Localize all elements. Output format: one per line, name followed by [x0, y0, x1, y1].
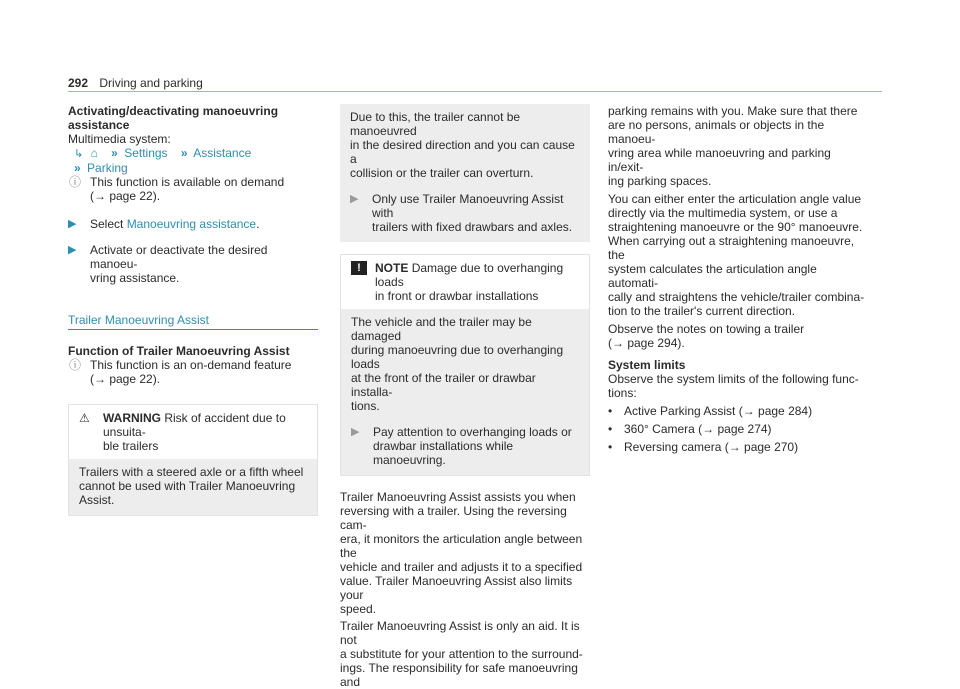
heading-system-limits: System limits [608, 358, 686, 372]
info-page-ref[interactable]: (→ page 22). [90, 189, 161, 203]
step-arrow-icon: ▶ [68, 218, 77, 230]
list-item [608, 422, 868, 436]
list-item-text[interactable]: Reversing camera (→ page 270) [624, 440, 799, 454]
paragraph-line: vehicle and trailer and adjusts it to a specified [340, 560, 583, 574]
info-note [68, 175, 318, 203]
warning-icon: ⚠ [79, 411, 90, 425]
header-divider [68, 91, 882, 92]
paragraph-2 [608, 192, 868, 318]
paragraph-line: value. Trailer Manoeuvring Assist also limits your [340, 574, 573, 602]
limits-intro: Observe the system limits of the following func- [608, 372, 859, 386]
column-3 [608, 104, 868, 454]
paragraph-line: reversing with a trailer. Using the reversing cam- [340, 504, 567, 532]
bullet-icon: • [608, 404, 613, 418]
warning-body-cont [340, 104, 590, 242]
path-parking[interactable]: Parking [87, 161, 128, 175]
warning-title: Risk of accident due to unsuita- [103, 411, 286, 439]
multimedia-label: Multimedia system: [68, 132, 171, 146]
list-item-text[interactable]: 360° Camera (→ page 274) [624, 422, 772, 436]
info-text: This function is available on demand [90, 175, 285, 189]
note-text: during manoeuvring due to overhanging loads [351, 343, 564, 371]
paragraph-line: Trailer Manoeuvring Assist assists you when [340, 490, 576, 504]
step-text: Only use Trailer Manoeuvring Assist with [372, 192, 564, 220]
warning-text: Trailers with a steered axle or a fifth wheel [79, 465, 304, 479]
chapter-title: Driving and parking [99, 76, 203, 90]
limits-list [608, 404, 868, 454]
paragraph-line: Observe the notes on towing a trailer [608, 322, 805, 336]
menu-path [68, 146, 318, 161]
paragraph-line: cally and straightens the vehicle/trailer combina- [608, 290, 865, 304]
warning-label: WARNING [103, 411, 161, 425]
chevron-right-icon: » [180, 146, 188, 160]
page-header [68, 76, 203, 90]
paragraph-line: Trailer Manoeuvring Assist is only an aid. It is not [340, 619, 580, 647]
paragraph-line: system calculates the articulation angle automati- [608, 262, 817, 290]
step-arrow-icon: ▶ [68, 244, 77, 256]
paragraph-line: era, it monitors the articulation angle between the [340, 532, 583, 560]
warning-text: Due to this, the trailer cannot be manoeuvred [350, 110, 521, 138]
paragraph-line: ing parking spaces. [608, 174, 712, 188]
step-text-cont: drawbar installations while manoeuvring. [373, 439, 514, 467]
warning-box [68, 404, 318, 516]
warning-body [69, 459, 317, 515]
chevron-right-icon: » [111, 146, 118, 160]
list-item [608, 404, 868, 418]
warning-title-cont: ble trailers [103, 439, 159, 453]
list-item-text[interactable]: Active Parking Assist (→ page 284) [624, 404, 813, 418]
warning-text: in the desired direction and you can cause a [350, 138, 575, 166]
warning-step [350, 192, 580, 234]
note-title: Damage due to overhanging loads [375, 261, 564, 289]
note-text: tions. [351, 399, 380, 413]
path-assistance[interactable]: Assistance [193, 146, 252, 160]
warning-header [69, 405, 317, 459]
paragraph-3 [608, 322, 868, 350]
body-paragraph [340, 490, 590, 689]
section-divider [68, 329, 318, 330]
info-page-ref[interactable]: (→ page 22). [90, 372, 161, 386]
section-title-trailer-assist[interactable]: Trailer Manoeuvring Assist [68, 313, 209, 327]
step-select [68, 217, 318, 231]
note-step [351, 425, 579, 467]
step-text: Pay attention to overhanging loads or [373, 425, 572, 439]
step-suffix: . [256, 217, 260, 231]
column-2 [340, 104, 590, 689]
section-trailer [68, 313, 318, 330]
step-activate [68, 243, 318, 285]
paragraph-line: ings. The responsibility for safe manoeuvring and [340, 661, 578, 689]
list-item [608, 440, 868, 454]
paragraph-line: parking remains with you. Make sure that there [608, 104, 858, 118]
page-number: 292 [68, 76, 89, 90]
step-arrow-icon: ▶ [350, 193, 359, 205]
paragraph-line: are no persons, animals or objects in the manoeu- [608, 118, 825, 146]
info-icon: ⓘ [68, 358, 81, 372]
paragraph-line: vring area while manoeuvring and parking in/exit- [608, 146, 831, 174]
note-header [341, 255, 589, 309]
chevron-right-icon: » [74, 161, 81, 175]
path-settings[interactable]: Settings [124, 146, 168, 160]
menu-path-cont [68, 161, 318, 175]
info-icon: ⓘ [68, 175, 81, 189]
step-prefix: Select [90, 217, 127, 231]
heading-activating: Activating/deactivating manoeuvring assistance [68, 104, 279, 132]
note-label: NOTE [375, 261, 409, 275]
limits-intro-cont: tions: [608, 386, 637, 400]
home-icon[interactable]: ⌂ [90, 146, 98, 160]
paragraph-line: directly via the multimedia system, or use a [608, 206, 838, 220]
paragraph-1 [608, 104, 868, 188]
note-title-cont: in front or drawbar installations [375, 289, 539, 303]
step-text-cont: vring assistance. [90, 271, 180, 285]
paragraph-line: When carrying out a straightening manoeuvre, the [608, 234, 855, 262]
step-text-cont: trailers with fixed drawbars and axles. [372, 220, 573, 234]
warning-text: cannot be used with Trailer Manoeuvring [79, 479, 296, 493]
info-text: This function is an on-demand feature [90, 358, 292, 372]
paragraph-line: You can either enter the articulation angle value [608, 192, 862, 206]
paragraph-line: straightening manoeuvre or the 90° manoeuvre. [608, 220, 863, 234]
page-ref[interactable]: (→ page 294). [608, 336, 685, 350]
paragraph-line: tion to the trailer's current direction. [608, 304, 796, 318]
note-body [341, 309, 589, 475]
bullet-icon: • [608, 440, 613, 454]
step-text: Activate or deactivate the desired manoeu- [90, 243, 268, 271]
path-arrow-icon: ↳ [74, 148, 84, 160]
warning-text: Assist. [79, 493, 115, 507]
manoeuvring-assistance-link[interactable]: Manoeuvring assistance [126, 217, 257, 231]
heading-function: Function of Trailer Manoeuvring Assist [68, 344, 290, 358]
note-text: The vehicle and the trailer may be damaged [351, 315, 532, 343]
info-note [68, 358, 318, 386]
note-box [340, 254, 590, 476]
note-text: at the front of the trailer or drawbar installa- [351, 371, 536, 399]
warning-text: collision or the trailer can overturn. [350, 166, 534, 180]
step-text [90, 217, 259, 231]
step-arrow-icon: ▶ [351, 426, 360, 438]
bullet-icon: • [608, 422, 613, 436]
column-1 [68, 104, 318, 516]
exclamation-icon: ! [351, 261, 367, 275]
paragraph-line: a substitute for your attention to the surround- [340, 647, 583, 661]
paragraph-line: speed. [340, 602, 377, 616]
